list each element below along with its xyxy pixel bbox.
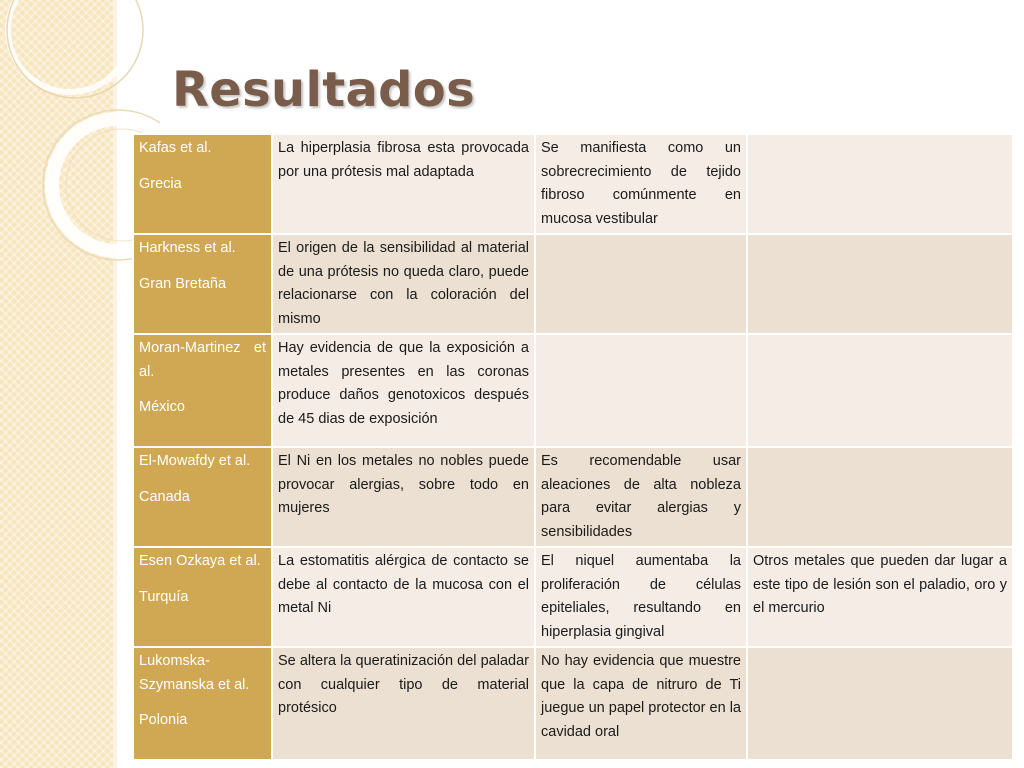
note-cell: Otros metales que pueden dar lugar a este tipo de lesión son el paladio, oro y el mercurio bbox=[747, 547, 1013, 647]
note-cell bbox=[747, 334, 1013, 447]
table-row bbox=[133, 547, 1013, 647]
observation-cell: Se manifiesta como un sobrecrecimiento de tejido fibroso comúnmente en mucosa vestibular bbox=[535, 134, 747, 234]
author-cell bbox=[133, 447, 272, 547]
author-country: Grecia bbox=[139, 175, 182, 192]
note-cell bbox=[747, 447, 1013, 547]
author-country: Turquía bbox=[139, 588, 189, 605]
observation-cell: No hay evidencia que muestre que la capa de nitruro de Ti juegue un papel protector en la cavidad oral bbox=[535, 647, 747, 760]
finding-cell: Se altera la queratinización del paladar con cualquier tipo de material protésico bbox=[272, 647, 535, 760]
author-name: Lukomska-Szymanska et al. bbox=[139, 653, 250, 693]
author-name: Harkness et al. bbox=[139, 240, 236, 256]
finding-cell: El Ni en los metales no nobles puede provocar alergias, sobre todo en mujeres bbox=[272, 447, 535, 547]
author-country: Polonia bbox=[139, 712, 188, 728]
table-row bbox=[133, 334, 1013, 447]
author-cell bbox=[133, 647, 272, 760]
table-row bbox=[133, 234, 1013, 334]
author-cell bbox=[133, 547, 272, 647]
note-cell bbox=[747, 647, 1013, 760]
observation-cell bbox=[535, 234, 747, 334]
note-cell bbox=[747, 234, 1013, 334]
author-cell bbox=[133, 234, 272, 334]
author-country: México bbox=[139, 399, 185, 415]
author-name: Kafas et al. bbox=[139, 140, 212, 156]
author-name: Esen Ozkaya et al. bbox=[139, 553, 261, 569]
author-country: Canada bbox=[139, 488, 190, 505]
author-name: El-Mowafdy et al. bbox=[139, 453, 251, 469]
author-country: Gran Bretaña bbox=[139, 275, 227, 292]
finding-cell: Hay evidencia de que la exposición a metales presentes en las coronas produce daños genotoxicos después de 45 dias de exposición bbox=[272, 334, 535, 447]
observation-cell bbox=[535, 334, 747, 447]
observation-cell: Es recomendable usar aleaciones de alta nobleza para evitar alergias y sensibilidades bbox=[535, 447, 747, 547]
finding-cell: El origen de la sensibilidad al material de una prótesis no queda claro, puede relacionarse con la coloración del mismo bbox=[272, 234, 535, 334]
finding-cell: La estomatitis alérgica de contacto se debe al contacto de la mucosa con el metal Ni bbox=[272, 547, 535, 647]
table-row bbox=[133, 647, 1013, 760]
table-row bbox=[133, 134, 1013, 234]
author-name: Moran-Martinez et al. bbox=[139, 340, 266, 380]
author-cell bbox=[133, 334, 272, 447]
slide-title: Resultados bbox=[172, 62, 475, 118]
observation-cell: El niquel aumentaba la proliferación de células epiteliales, resultando en hiperplasia gingival bbox=[535, 547, 747, 647]
results-table bbox=[132, 133, 1014, 761]
note-cell bbox=[747, 134, 1013, 234]
table-row bbox=[133, 447, 1013, 547]
finding-cell: La hiperplasia fibrosa esta provocada por una prótesis mal adaptada bbox=[272, 134, 535, 234]
author-cell bbox=[133, 134, 272, 234]
